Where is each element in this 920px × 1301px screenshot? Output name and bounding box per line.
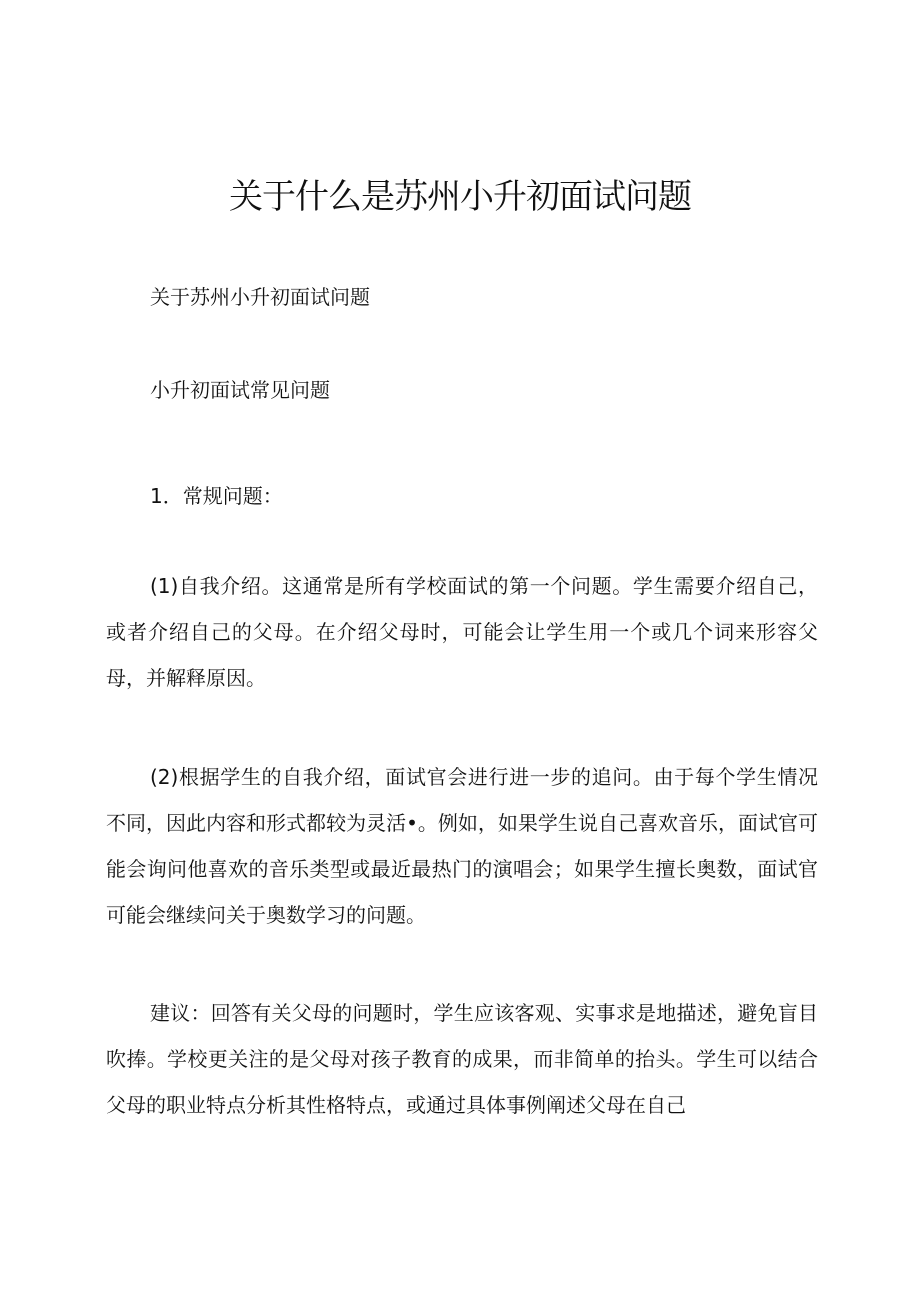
subtitle-line: 关于苏州小升初面试问题 <box>150 285 370 309</box>
paragraph-self-introduction: (1)自我介绍。这通常是所有学校面试的第一个问题。学生需要介绍自己，或者介绍自己的父母。在介绍父母时，可能会让学生用一个或几个词来形容父母，并解释原因。 <box>106 574 818 690</box>
document-title: 关于什么是苏州小升初面试问题 <box>229 177 691 217</box>
numbered-heading: 1．常规问题： <box>150 484 283 508</box>
section-heading: 小升初面试常见问题 <box>150 378 330 402</box>
paragraph-follow-up-questions: (2)根据学生的自我介绍，面试官会进行进一步的追问。由于每个学生情况不同，因此内容和形式都较为灵活•。例如，如果学生说自己喜欢音乐，面试官可能会询问他喜欢的音乐类型或最近最热门的演唱会；如果学生擅长奥数，面试官可能会继续问关于奥数学习的问题。 <box>106 765 818 927</box>
paragraph-suggestion: 建议：回答有关父母的问题时，学生应该客观、实事求是地描述，避免盲目吹捧。学校更关注的是父母对孩子教育的成果，而非简单的抬头。学生可以结合父母的职业特点分析其性格特点，或通过具体事例阐述父母在自己 <box>106 1001 818 1117</box>
